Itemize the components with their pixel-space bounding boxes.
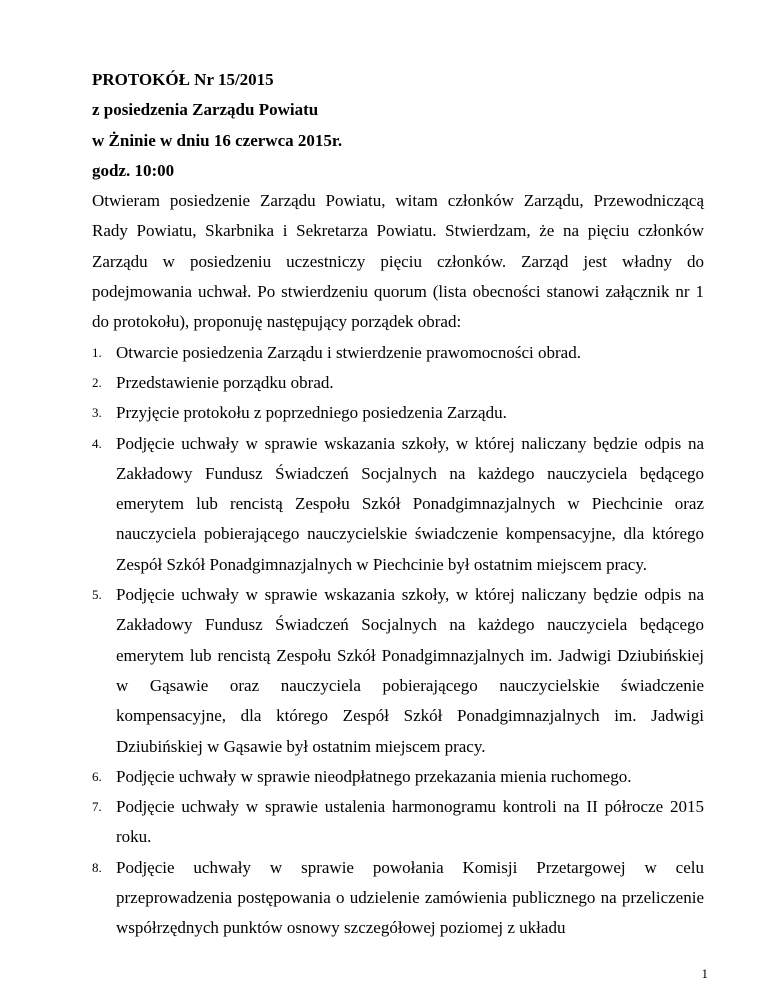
- agenda-item: [92, 338, 704, 368]
- meeting-time: godz. 10:00: [92, 160, 175, 180]
- agenda-item: [92, 762, 704, 792]
- agenda-list: [92, 338, 704, 944]
- agenda-item: [92, 368, 704, 398]
- agenda-item-number: 4.: [92, 435, 102, 451]
- agenda-item-text: Przyjęcie protokołu z poprzedniego posiedzenia Zarządu.: [116, 403, 507, 423]
- agenda-item-number: 6.: [92, 768, 102, 784]
- agenda-item-number: 7.: [92, 799, 102, 815]
- intro-paragraph: Otwieram posiedzenie Zarządu Powiatu, witam członków Zarządu, Przewodniczącą Rady Powiatu, Skarbnika i Sekretarza Powiatu. Stwierdzam, że na pięciu członków Zarządu w posiedzeniu uczestniczy pięciu członków. Zarząd jest władny do podejmowania uchwał. Po stwierdzeniu quorum (lista obecności stanowi załącznik nr 1 do protokołu), proponuję następujący porządek obrad:: [92, 191, 704, 332]
- document-body: [92, 65, 704, 944]
- protocol-title: PROTOKÓŁ Nr 15/2015: [92, 70, 274, 89]
- meeting-place-date: w Żninie w dniu 16 czerwca 2015r.: [92, 130, 343, 150]
- page-number: 1: [701, 966, 708, 981]
- agenda-item-number: 2.: [92, 374, 102, 390]
- agenda-item-text: Przedstawienie porządku obrad.: [116, 372, 334, 392]
- agenda-item-number: 8.: [92, 859, 102, 875]
- agenda-item-text: Podjęcie uchwały w sprawie wskazania szkoły, w której naliczany będzie odpis na Zakładowy Fundusz Świadczeń Socjalnych na każdego nauczyciela będącego emerytem lub rencistą Zespołu Szkół Ponadgimnazjalnych im. Jadwigi Dziubińskiej w Gąsawie oraz nauczyciela pobierającego nauczycielskie świadczenie kompensacyjne, dla którego Zespół Szkół Ponadgimnazjalnych im. Jadwigi Dziubińskiej w Gąsawie był ostatnim miejscem pracy.: [116, 585, 704, 756]
- agenda-item: [92, 580, 704, 762]
- agenda-item-text: Podjęcie uchwały w sprawie nieodpłatnego przekazania mienia ruchomego.: [116, 766, 632, 786]
- agenda-item-number: 3.: [92, 405, 102, 421]
- meeting-subtitle: z posiedzenia Zarządu Powiatu: [92, 100, 319, 120]
- agenda-item: [92, 429, 704, 580]
- agenda-item-number: 1.: [92, 344, 102, 360]
- agenda-item: [92, 853, 704, 944]
- agenda-item-text: Otwarcie posiedzenia Zarządu i stwierdzenie prawomocności obrad.: [116, 342, 581, 362]
- agenda-item-text: Podjęcie uchwały w sprawie powołania Komisji Przetargowej w celu przeprowadzenia postępowania o udzielenie zamówienia publicznego na przeliczenie współrzędnych punktów osnowy szczegółowej poziomej z układu: [116, 857, 704, 938]
- agenda-item-text: Podjęcie uchwały w sprawie wskazania szkoły, w której naliczany będzie odpis na Zakładowy Fundusz Świadczeń Socjalnych na każdego nauczyciela będącego emerytem lub rencistą Zespołu Szkół Ponadgimnazjalnych w Piechcinie oraz nauczyciela pobierającego nauczycielskie świadczenie kompensacyjne, dla którego Zespół Szkół Ponadgimnazjalnych w Piechcinie był ostatnim miejscem pracy.: [116, 433, 704, 574]
- agenda-item: [92, 398, 704, 428]
- agenda-item-text: Podjęcie uchwały w sprawie ustalenia harmonogramu kontroli na II półrocze 2015 roku.: [116, 797, 704, 847]
- agenda-item-number: 5.: [92, 587, 102, 603]
- agenda-item: [92, 792, 704, 853]
